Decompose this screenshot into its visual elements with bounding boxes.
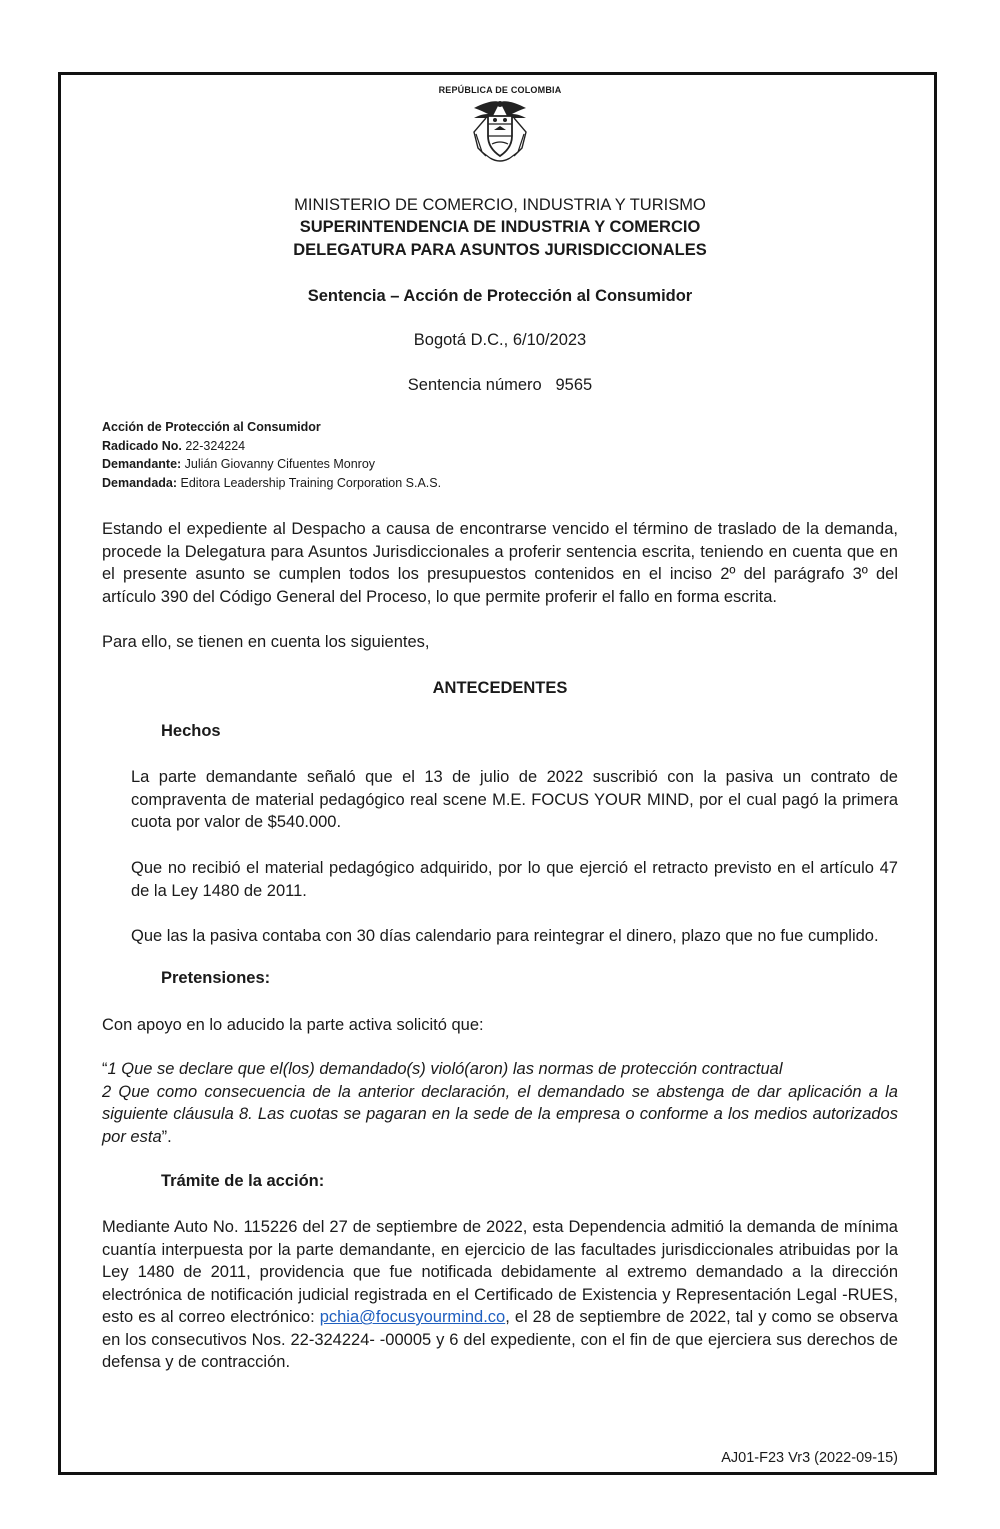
hechos-paragraph-3: Que las la pasiva contaba con 30 días calendario para reintegrar el dinero, plazo que no fue cumplido. [131, 927, 879, 945]
demandada-label: Demandada: [102, 475, 178, 490]
radicado-value: 22-324224 [185, 438, 246, 453]
pretensiones-lead: Con apoyo en lo aducido la parte activa solicitó que: [102, 1016, 484, 1034]
demandante-value: Julián Giovanny Cifuentes Monroy [184, 457, 376, 471]
case-demandante [102, 455, 441, 474]
case-radicado [102, 437, 441, 456]
quote-line-1-text: 1 Que se declare que el(los) demandado(s) violó(aron) las normas de protección contractual [107, 1060, 783, 1078]
quote-line-2 [102, 1081, 898, 1149]
hechos-paragraph-2: Que no recibió el material pedagógico adquirido, por lo que ejerció el retracto previsto en el artículo 47 de la Ley 1480 de 2011. [131, 859, 898, 900]
document-type: Sentencia – Acción de Protección al Consumidor [307, 287, 693, 305]
ministry-title: MINISTERIO DE COMERCIO, INDUSTRIA Y TURISMO [294, 196, 706, 214]
case-demandada [102, 474, 441, 493]
hechos-heading: Hechos [161, 722, 221, 740]
pretensiones-heading: Pretensiones: [161, 969, 271, 987]
delegatura-title: DELEGATURA PARA ASUNTOS JURISDICCIONALES [293, 241, 707, 259]
superintendence-title: SUPERINTENDENCIA DE INDUSTRIA Y COMERCIO [299, 218, 701, 236]
email-link[interactable]: pchia@focusyourmind.co [319, 1308, 506, 1326]
section-title: ANTECEDENTES [432, 679, 568, 697]
quote-line-2-text: 2 Que como consecuencia de la anterior declaración, el demandado se abstenga de dar aplicación a la siguiente cláusula 8. Las cuotas se pagaran en la sede de la empresa o conforme a los medios autorizados por esta [102, 1082, 898, 1146]
intro-paragraph: Estando el expediente al Despacho a causa de encontrarse vencido el término de traslado de la demanda, procede la Delegatura para Asuntos Jurisdiccionales a proferir sentencia escrita, teniendo en cuenta que en el presente asunto se cumplen todos los presupuestos contenidos en el inciso 2º del parágrafo 3º del artículo 390 del Código General del Proceso, lo que permite proferir el fallo en forma escrita. [102, 520, 898, 606]
form-code: AJ01-F23 Vr3 (2022-09-15) [721, 1450, 898, 1466]
pretensiones-quote [102, 1058, 898, 1148]
tramite-text-after: , el 28 de septiembre de 2022, tal y como se observa en los consecutivos Nos. 22-324224- -00005 y 6 del expediente, con el fin de que ejerciera sus derechos de defensa y de contracción. [102, 1308, 898, 1371]
case-info [102, 418, 441, 492]
lead-paragraph: Para ello, se tienen en cuenta los siguientes, [102, 633, 430, 651]
tramite-heading: Trámite de la acción: [161, 1172, 325, 1190]
demandada-value: Editora Leadership Training Corporation S.A.S. [180, 475, 442, 490]
tramite-paragraph [102, 1216, 898, 1374]
quote-close: ”. [161, 1127, 172, 1146]
radicado-label: Radicado No. [102, 438, 182, 453]
tramite-text-before: Mediante Auto No. 115226 del 27 de septiembre de 2022, esta Dependencia admitió la demanda de mínima cuantía interpuesta por la parte demandante, en ejercicio de las facultades jurisdiccionales atribuidas por la Ley 1480 de 2011, providencia que fue notificada debidamente al extremo demandado a la dirección electrónica de notificación judicial registrada en el Certificado de Existencia y Representación Legal -RUES, esto es al correo electrónico: [102, 1218, 898, 1326]
place-date: Bogotá D.C., 6/10/2023 [413, 331, 587, 349]
coat-of-arms-icon [468, 96, 532, 166]
demandante-label: Demandante: [102, 457, 182, 471]
sentence-number: Sentencia número 9565 [407, 376, 593, 394]
case-action: Acción de Protección al Consumidor [102, 420, 321, 434]
quote-open: “ [102, 1060, 108, 1078]
country-label: REPÚBLICA DE COLOMBIA [438, 85, 562, 95]
hechos-paragraph-1: La parte demandante señaló que el 13 de julio de 2022 suscribió con la pasiva un contrato de compraventa de material pedagógico real scene M.E. FOCUS YOUR MIND, por el cual pagó la primera cuota por valor de $540.000. [131, 768, 898, 831]
quote-line-1 [102, 1058, 898, 1081]
